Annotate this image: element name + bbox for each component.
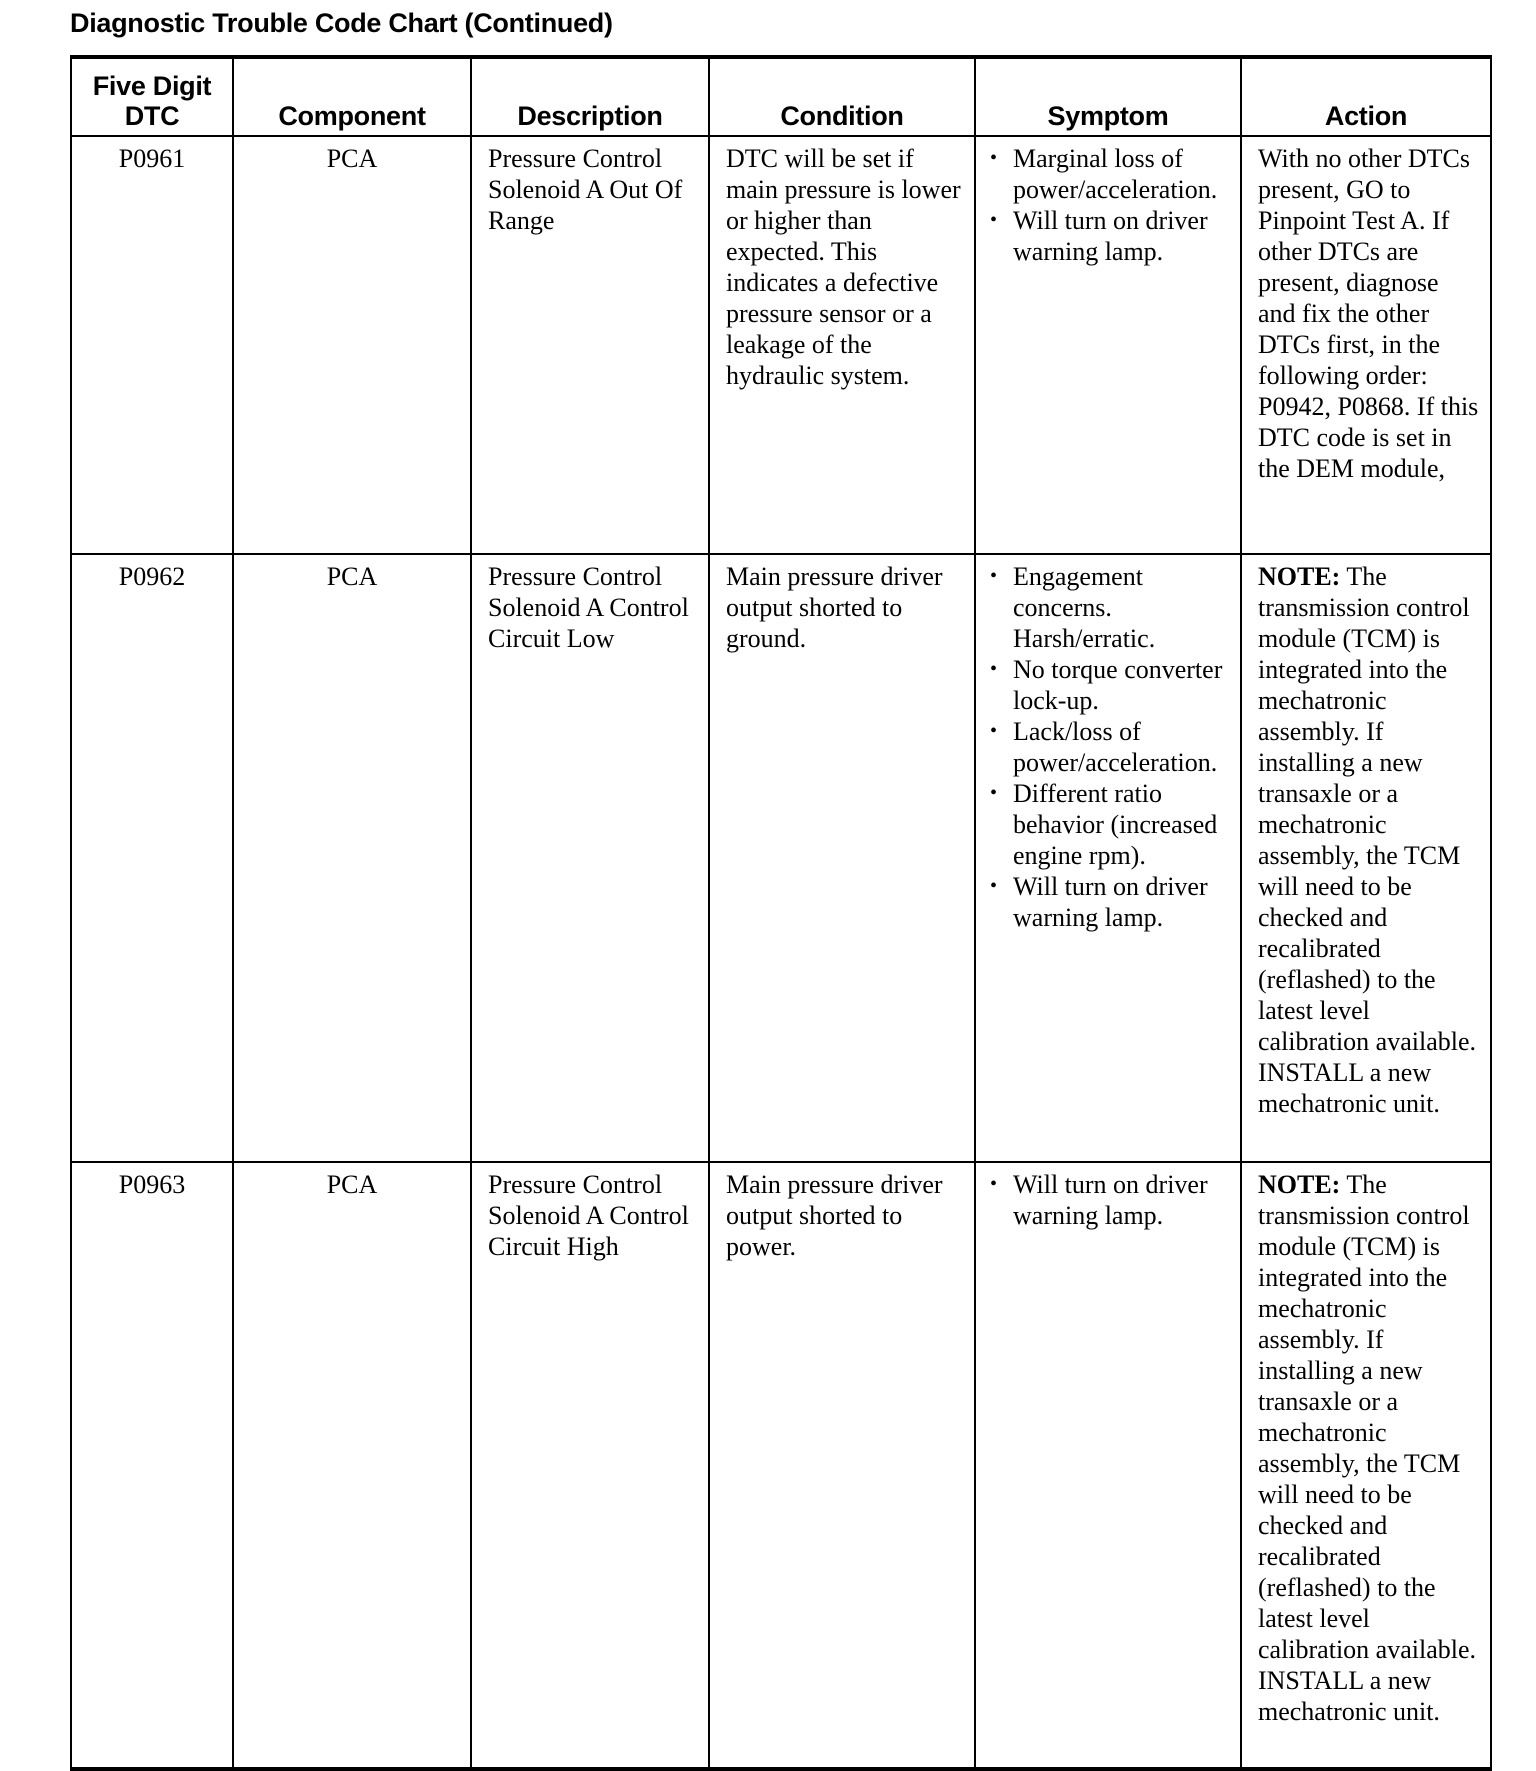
page-title: Diagnostic Trouble Code Chart (Continued) <box>70 8 613 38</box>
header-description: Description <box>471 57 709 136</box>
cell-symptom <box>975 136 1241 554</box>
header-dtc: Five Digit DTC <box>71 57 233 136</box>
symptom-list <box>990 1169 1238 1231</box>
symptom-list <box>990 143 1238 267</box>
symptom-text: Marginal loss of power/acceleration. <box>1013 144 1218 204</box>
cell-description: Pressure Control Solenoid A Control Circuit High <box>471 1162 709 1769</box>
cell-condition: Main pressure driver output shorted to ground. <box>709 554 975 1162</box>
cell-condition: DTC will be set if main pressure is lower or higher than expected. This indicates a defective pressure sensor or a leakage of the hydraulic system. <box>709 136 975 554</box>
cell-action <box>1241 1162 1491 1769</box>
cell-symptom <box>975 554 1241 1162</box>
cell-dtc: P0963 <box>71 1162 233 1769</box>
table-header-row <box>71 57 1491 136</box>
note-label: NOTE: <box>1258 1170 1341 1199</box>
cell-action <box>1241 554 1491 1162</box>
dtc-table <box>70 55 1492 1771</box>
cell-component: PCA <box>233 136 471 554</box>
symptom-item <box>990 1169 1238 1231</box>
cell-symptom <box>975 1162 1241 1769</box>
bullet-icon: • <box>990 209 998 231</box>
symptom-text: No torque converter lock-up. <box>1013 655 1223 715</box>
header-symptom: Symptom <box>975 57 1241 136</box>
symptom-text: Will turn on driver warning lamp. <box>1013 1170 1208 1230</box>
bullet-icon: • <box>990 782 998 804</box>
cell-dtc: P0962 <box>71 554 233 1162</box>
action-text: The transmission control module (TCM) is integrated into the mechatronic assembly. If installing a new transaxle or a mechatronic assembly, the TCM will need to be checked and recalibrated (reflashed) to the latest level calibration available. INSTALL a new mechatronic unit. <box>1258 1170 1477 1726</box>
cell-component: PCA <box>233 554 471 1162</box>
symptom-text: Different ratio behavior (increased engine rpm). <box>1013 779 1218 870</box>
symptom-text: Will turn on driver warning lamp. <box>1013 206 1208 266</box>
bullet-icon: • <box>990 147 998 169</box>
symptom-item <box>990 654 1238 716</box>
action-text: With no other DTCs present, GO to Pinpoint Test A. If other DTCs are present, diagnose and fix the other DTCs first, in the following order: P0942, P0868. If this DTC code is set in the DEM module, <box>1258 144 1479 483</box>
bullet-icon: • <box>990 565 998 587</box>
bullet-icon: • <box>990 658 998 680</box>
table-row <box>71 1162 1491 1769</box>
symptom-item <box>990 778 1238 871</box>
header-action: Action <box>1241 57 1491 136</box>
symptom-item <box>990 561 1238 654</box>
bullet-icon: • <box>990 875 998 897</box>
symptom-item <box>990 716 1238 778</box>
symptom-item <box>990 871 1238 933</box>
cell-action <box>1241 136 1491 554</box>
symptom-list <box>990 561 1238 933</box>
header-condition: Condition <box>709 57 975 136</box>
cell-condition: Main pressure driver output shorted to power. <box>709 1162 975 1769</box>
cell-component: PCA <box>233 1162 471 1769</box>
table-row <box>71 554 1491 1162</box>
symptom-text: Engagement concerns. Harsh/erratic. <box>1013 562 1156 653</box>
bullet-icon: • <box>990 720 998 742</box>
cell-description: Pressure Control Solenoid A Control Circuit Low <box>471 554 709 1162</box>
symptom-text: Will turn on driver warning lamp. <box>1013 872 1208 932</box>
table-row <box>71 136 1491 554</box>
symptom-item <box>990 205 1238 267</box>
header-component: Component <box>233 57 471 136</box>
symptom-item <box>990 143 1238 205</box>
bullet-icon: • <box>990 1173 998 1195</box>
symptom-text: Lack/loss of power/acceleration. <box>1013 717 1218 777</box>
cell-description: Pressure Control Solenoid A Out Of Range <box>471 136 709 554</box>
note-label: NOTE: <box>1258 562 1341 591</box>
cell-dtc: P0961 <box>71 136 233 554</box>
action-text: The transmission control module (TCM) is integrated into the mechatronic assembly. If installing a new transaxle or a mechatronic assembly, the TCM will need to be checked and recalibrated (reflashed) to the latest level calibration available. INSTALL a new mechatronic unit. <box>1258 562 1477 1118</box>
